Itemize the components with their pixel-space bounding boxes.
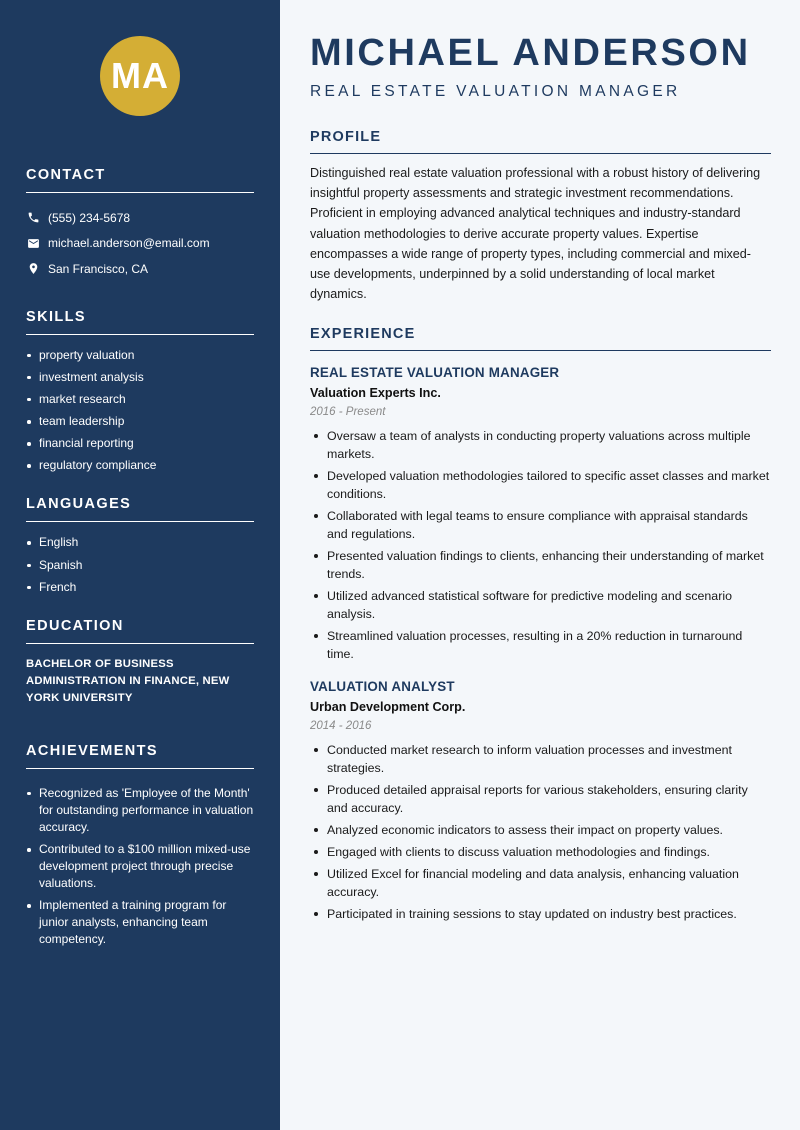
list-item: English [26, 534, 254, 551]
phone-text: (555) 234-5678 [48, 210, 131, 225]
job-title: REAL ESTATE VALUATION MANAGER [310, 365, 560, 381]
list-item: Spanish [26, 557, 254, 574]
languages-heading: LANGUAGES [26, 496, 254, 522]
job-bullets [310, 427, 771, 663]
candidate-name: MICHAEL ANDERSON [310, 32, 751, 74]
list-item: Presented valuation findings to clients, enhancing their understanding of market trends. [310, 547, 771, 583]
list-item: investment analysis [26, 369, 254, 386]
profile-text: Distinguished real estate valuation professional with a robust history of delivering insightful property assessments and strategic investment recommendations. Proficient in employing advanced analytical techniques and industry-standard valuation methodologies to derive accurate property values. Expertise encompasses a wide range of property types, including commercial and mixed-use developments, underpinned by a solid understanding of local market dynamics. [310, 166, 761, 302]
list-item: Utilized advanced statistical software for predictive modeling and scenario analysis. [310, 587, 771, 623]
contact-phone [26, 205, 254, 231]
languages-section [26, 496, 254, 595]
location-pin-icon [26, 262, 40, 276]
list-item: Collaborated with legal teams to ensure compliance with appraisal standards and regulations. [310, 507, 771, 543]
contact-section [26, 167, 254, 282]
education-degree: BACHELOR OF BUSINESS ADMINISTRATION IN FINANCE, NEW YORK UNIVERSITY [26, 657, 230, 704]
profile-section [310, 129, 771, 304]
contact-location [26, 256, 254, 282]
list-item: Engaged with clients to discuss valuation methodologies and findings. [310, 843, 771, 861]
education-heading: EDUCATION [26, 618, 254, 644]
list-item: Developed valuation methodologies tailored to specific asset classes and market conditions. [310, 467, 771, 503]
job-bullets [310, 741, 771, 923]
skills-heading: SKILLS [26, 309, 254, 335]
list-item: Implemented a training program for junior analysts, enhancing team competency. [26, 897, 254, 948]
candidate-role: REAL ESTATE VALUATION MANAGER [310, 83, 681, 100]
job-title: VALUATION ANALYST [310, 679, 455, 695]
achievements-list [26, 785, 254, 948]
experience-section [310, 326, 771, 923]
skills-list [26, 347, 254, 475]
achievements-section [26, 743, 254, 948]
achievements-heading: ACHIEVEMENTS [26, 743, 254, 769]
list-item: Conducted market research to inform valuation processes and investment strategies. [310, 741, 771, 777]
list-item: Streamlined valuation processes, resulting in a 20% reduction in turnaround time. [310, 627, 771, 663]
phone-icon [26, 211, 40, 225]
list-item: Participated in training sessions to stay updated on industry best practices. [310, 905, 771, 923]
skills-section [26, 309, 254, 475]
list-item: property valuation [26, 347, 254, 364]
list-item: Utilized Excel for financial modeling and data analysis, enhancing valuation accuracy. [310, 865, 771, 901]
list-item: financial reporting [26, 435, 254, 452]
experience-heading: EXPERIENCE [310, 326, 771, 351]
contact-email [26, 231, 254, 257]
languages-list [26, 534, 254, 595]
list-item: French [26, 579, 254, 596]
list-item: Produced detailed appraisal reports for various stakeholders, ensuring clarity and accuracy. [310, 781, 771, 817]
list-item: Contributed to a $100 million mixed-use development project through precise valuations. [26, 841, 254, 892]
job-entry [310, 679, 771, 923]
list-item: regulatory compliance [26, 457, 254, 474]
job-dates: 2016 - Present [310, 406, 386, 419]
location-text: San Francisco, CA [48, 261, 149, 276]
job-dates: 2014 - 2016 [310, 720, 372, 733]
list-item: Analyzed economic indicators to assess their impact on property values. [310, 821, 771, 839]
list-item: team leadership [26, 413, 254, 430]
main-content [280, 0, 800, 1130]
contact-heading: CONTACT [26, 167, 254, 193]
list-item: market research [26, 391, 254, 408]
list-item: Recognized as 'Employee of the Month' for outstanding performance in valuation accuracy. [26, 785, 254, 836]
list-item: Oversaw a team of analysts in conducting property valuations across multiple markets. [310, 427, 771, 463]
job-entry [310, 365, 771, 663]
sidebar [0, 0, 280, 1130]
email-icon [26, 236, 40, 250]
profile-heading: PROFILE [310, 129, 771, 154]
job-company: Urban Development Corp. [310, 700, 466, 715]
job-company: Valuation Experts Inc. [310, 386, 441, 401]
education-section [26, 618, 254, 707]
avatar: MA [100, 36, 180, 116]
email-text: michael.anderson@email.com [48, 236, 210, 251]
